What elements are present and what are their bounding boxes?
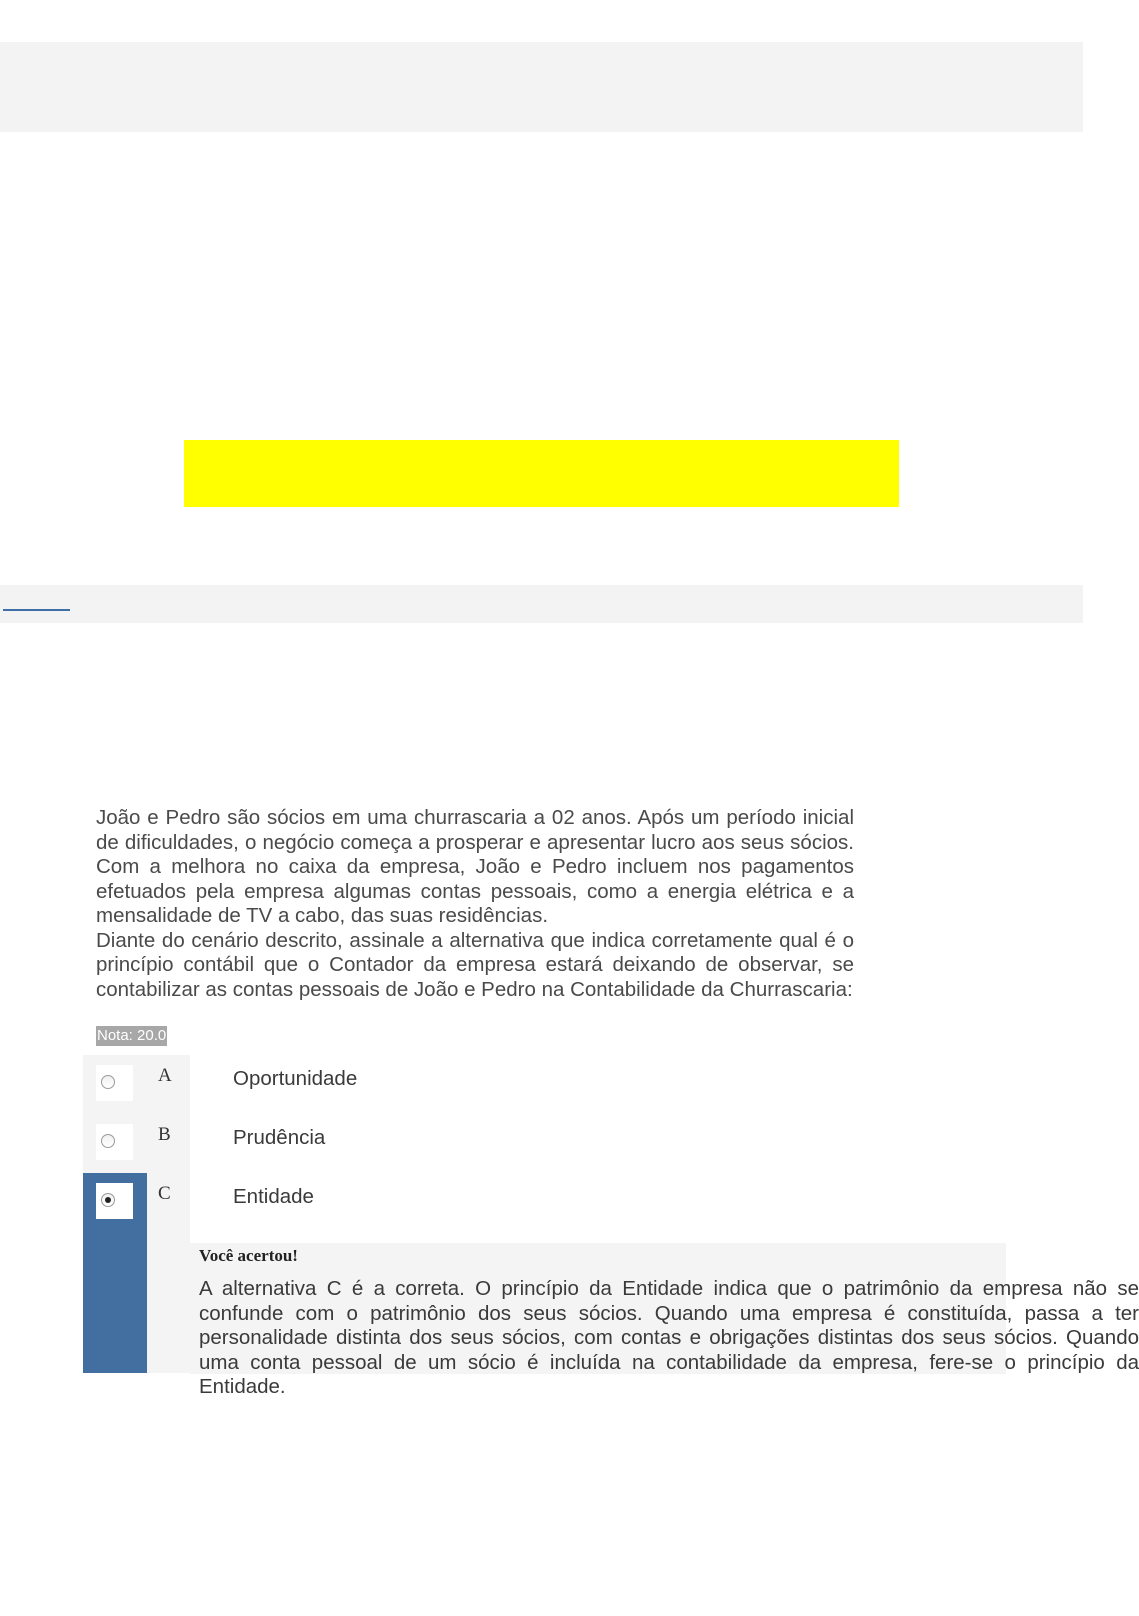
option-b-radio-box bbox=[96, 1124, 133, 1160]
answer-feedback bbox=[190, 1243, 1139, 1398]
option-b[interactable] bbox=[83, 1114, 1006, 1173]
feedback-explanation: A alternativa C é a correta. O princípio da Entidade indica que o patrimônio da empresa não se confunde com o patrimônio dos seus sócios. Quando uma empresa é constituída, passa a ter personalidade distinta dos seus sócios, com contas e obrigações distintas dos seus sócios. Quando uma conta pessoal de um sócio é incluída na contabilidade da empresa, fere-se o princípio da Entidade. bbox=[199, 1277, 1139, 1398]
highlight-banner bbox=[184, 440, 899, 507]
option-c-radio-box bbox=[96, 1183, 133, 1219]
option-b-letter: B bbox=[158, 1124, 171, 1145]
option-c-radio-button[interactable] bbox=[101, 1193, 115, 1207]
top-header-band bbox=[0, 42, 1083, 132]
option-b-radio-cell bbox=[83, 1114, 147, 1173]
feedback-title: Você acertou! bbox=[199, 1246, 298, 1265]
option-a-letter: A bbox=[158, 1065, 172, 1086]
question-paragraph-2: Diante do cenário descrito, assinale a alternativa que indica corretamente qual é o princípio contábil que o Contador da empresa estará deixando de observar, se contabilizar as contas pessoais de João e Pedro na Contabilidade da Churrascaria: bbox=[96, 928, 854, 1001]
option-a-radio-button[interactable] bbox=[101, 1075, 115, 1089]
option-a-radio-cell bbox=[83, 1055, 147, 1114]
option-a-letter-cell bbox=[147, 1055, 190, 1114]
active-tab-indicator[interactable] bbox=[3, 609, 70, 611]
option-c[interactable] bbox=[83, 1173, 1139, 1398]
question-paragraph-1: João e Pedro são sócios em uma churrascaria a 02 anos. Após um período inicial de dificuldades, o negócio começa a prosperar e apresentar lucro aos seus sócios. Com a melhora no caixa da empresa, João e Pedro incluem nos pagamentos efetuados pela empresa algumas contas pessoais, como a energia elétrica e a mensalidade de TV a cabo, das suas residências. bbox=[96, 806, 854, 927]
option-a[interactable] bbox=[83, 1055, 1006, 1114]
score-badge: Nota: 20.0 bbox=[97, 1027, 167, 1044]
tab-bar bbox=[0, 585, 1083, 623]
option-a-radio-box bbox=[96, 1065, 133, 1101]
option-b-letter-cell bbox=[147, 1114, 190, 1173]
option-c-letter-cell bbox=[147, 1173, 190, 1373]
question-text bbox=[96, 806, 854, 1002]
option-a-label[interactable]: Oportunidade bbox=[233, 1067, 358, 1090]
option-c-letter: C bbox=[158, 1183, 171, 1204]
option-c-label[interactable]: Entidade bbox=[233, 1185, 314, 1208]
option-c-radio-cell bbox=[83, 1173, 147, 1373]
option-b-label[interactable]: Prudência bbox=[233, 1126, 326, 1149]
answer-options bbox=[83, 1055, 1139, 1398]
option-b-radio-button[interactable] bbox=[101, 1134, 115, 1148]
